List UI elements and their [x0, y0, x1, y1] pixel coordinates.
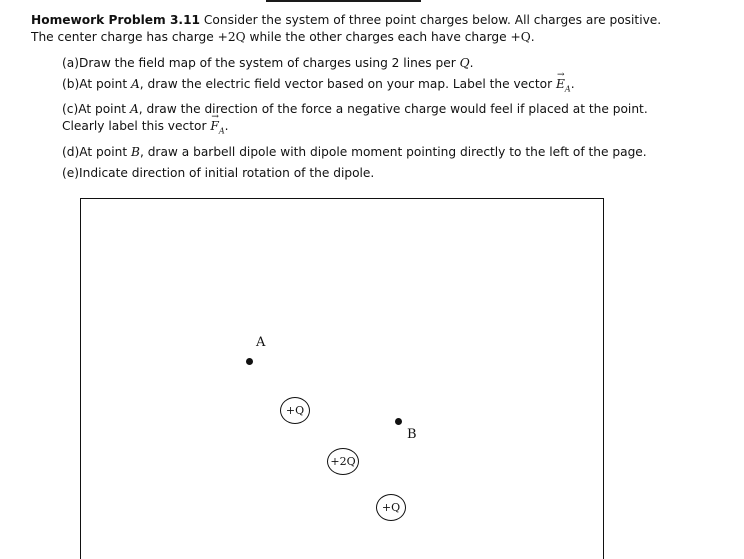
point-a-label: A [256, 335, 266, 350]
problem-statement: Homework Problem 3.11 Consider the system of three point charges below. All charges are positive. The center charge has charge +2Q while the other charges each have charge +Q. [31, 13, 662, 44]
part-d: (d)At point B, draw a barbell dipole with dipole moment pointing directly to the left of the page. [62, 144, 647, 159]
vector-e-a: → E [556, 76, 565, 93]
top-rule [266, 0, 421, 2]
charge-top: +Q [280, 397, 310, 424]
problem-text-1: Consider the system of three point charges below. All charges are positive. The center charge has charge [31, 13, 662, 44]
vector-f-a: → F [210, 118, 218, 135]
center-charge-value: +2Q [217, 30, 246, 44]
point-a-dot [246, 358, 253, 365]
problem-text-2: while the other charges each have charge [249, 30, 507, 44]
charge-bottom: +Q [376, 494, 406, 521]
part-e: (e)Indicate direction of initial rotation of the dipole. [62, 165, 375, 180]
other-charge-value: +Q [510, 30, 531, 44]
part-c: (c)At point A, draw the direction of the force a negative charge would feel if placed at the point. Clearly label this vector → $F_A$. [62, 101, 692, 139]
problem-label: Homework Problem 3.11 [31, 13, 201, 27]
charge-center: +2Q [327, 448, 359, 475]
diagram-box [80, 198, 604, 559]
part-b: (b)At point A, draw the electric field vector based on your map. Label the vector → $E_A$. [62, 76, 692, 97]
point-b-dot [395, 418, 402, 425]
problem-parts [62, 55, 692, 186]
point-b-label: B [407, 427, 417, 442]
part-a: (a)Draw the field map of the system of charges using 2 lines per Q. [62, 56, 474, 70]
